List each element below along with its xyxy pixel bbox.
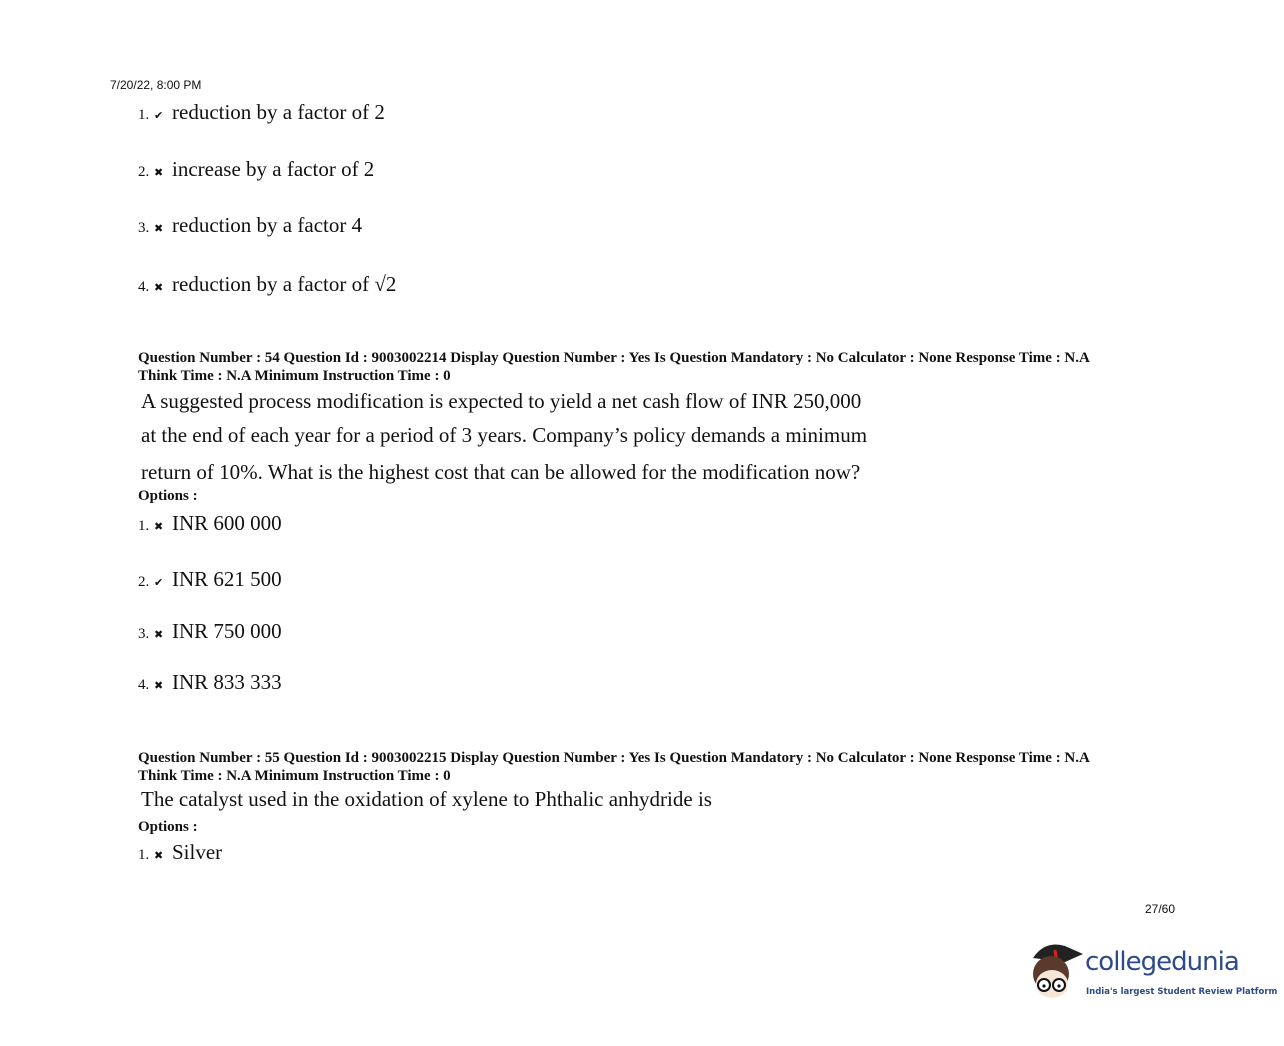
question-text: The catalyst used in the oxidation of xylene to Phthalic anhydride is [141, 787, 712, 811]
option-number: 1. [138, 847, 150, 863]
options-label: Options : [138, 488, 198, 504]
option-text: increase by a factor of 2 [172, 157, 375, 181]
option-number: 3. [138, 220, 150, 236]
option-2 [138, 157, 374, 181]
option-1 [138, 100, 385, 124]
cross-icon: ✖ [154, 281, 164, 294]
print-date: 7/20/22, 8:00 PM [110, 78, 202, 92]
cross-icon: ✖ [154, 849, 164, 862]
option-text: reduction by a factor 4 [172, 213, 363, 237]
option-text: INR 600 000 [172, 511, 282, 535]
option-text: INR 750 000 [172, 619, 282, 643]
page-number: 27/60 [1145, 902, 1176, 916]
option-4 [138, 272, 396, 296]
logo-tagline: India's largest Student Review Platform [1086, 987, 1278, 997]
question-text: A suggested process modification is expected to yield a net cash flow of INR 250,000 [141, 389, 862, 413]
option-1 [138, 511, 282, 535]
question-text: return of 10%. What is the highest cost that can be allowed for the modification now? [141, 460, 861, 484]
option-2 [138, 567, 282, 591]
question-meta: Think Time : N.A Minimum Instruction Time : 0 [138, 768, 451, 784]
question-meta: Think Time : N.A Minimum Instruction Time : 0 [138, 368, 451, 384]
option-3 [138, 619, 282, 643]
option-3 [138, 213, 362, 237]
check-icon: ✔ [154, 109, 164, 122]
cross-icon: ✖ [154, 222, 164, 235]
mascot-icon [1025, 940, 1085, 1010]
option-text: reduction by a factor of 2 [172, 100, 385, 124]
question-meta: Question Number : 55 Question Id : 9003002215 Display Question Number : Yes Is Question Mandatory : No Calculator : None Response Time : N.A [138, 750, 1090, 766]
option-text: Silver [172, 840, 223, 864]
cross-icon: ✖ [154, 166, 164, 179]
cross-icon: ✖ [154, 628, 164, 641]
option-number: 3. [138, 626, 150, 642]
collegedunia-logo [1025, 940, 1278, 1010]
cross-icon: ✖ [154, 520, 164, 533]
check-icon: ✔ [154, 576, 164, 589]
option-1 [138, 840, 222, 864]
option-number: 1. [138, 518, 150, 534]
question-text: at the end of each year for a period of 3 years. Company’s policy demands a minimum [141, 423, 868, 447]
option-text: INR 621 500 [172, 567, 282, 591]
option-text: INR 833 333 [172, 670, 282, 694]
question-meta: Question Number : 54 Question Id : 9003002214 Display Question Number : Yes Is Question Mandatory : No Calculator : None Response Time : N.A [138, 350, 1090, 366]
option-number: 4. [138, 677, 150, 693]
option-number: 2. [138, 164, 150, 180]
logo-brand: collegedunia [1085, 947, 1239, 977]
options-label: Options : [138, 819, 198, 835]
option-4 [138, 670, 282, 694]
option-number: 2. [138, 574, 150, 590]
option-number: 1. [138, 107, 150, 123]
option-number: 4. [138, 279, 150, 295]
option-text: reduction by a factor of √2 [172, 272, 397, 296]
cross-icon: ✖ [154, 679, 164, 692]
